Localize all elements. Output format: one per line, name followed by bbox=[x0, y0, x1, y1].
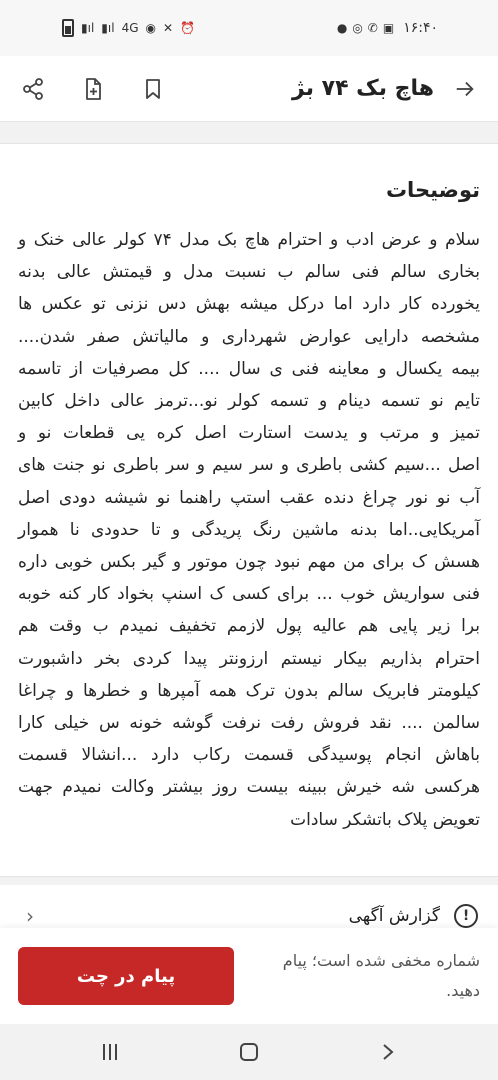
bookmark-button[interactable] bbox=[140, 76, 166, 102]
gallery-icon: ▣ bbox=[382, 21, 395, 35]
description-line: مشخصه دارایی عوارض شهرداری و مالیاتش صفر شدن.... bbox=[18, 326, 480, 347]
description-line: آمریکایی..اما بدنه ماشین رنگ پریدگی و تا حدودی نا هموار bbox=[18, 519, 480, 540]
signal-icon-2: ▮ıl bbox=[101, 21, 115, 35]
description-section bbox=[0, 144, 498, 876]
add-note-icon bbox=[81, 77, 105, 101]
section-divider bbox=[0, 876, 498, 885]
top-separator bbox=[0, 122, 498, 144]
status-bar bbox=[0, 0, 498, 56]
description-line: بیمه یکسال و معاینه فنی ی سال .... کل مصرفیات از تاسمه bbox=[18, 358, 480, 379]
notification-dot-icon: ● bbox=[336, 21, 348, 35]
description-line: هسش ک برای من مهم نبود چون موتور و گیر بکس خوبی داره bbox=[18, 552, 480, 573]
description-line: هرکسی شه خیرش ببینه بیست روز بیشتر وکالت نمیدم جهت bbox=[18, 777, 480, 798]
status-icons-right bbox=[337, 20, 438, 36]
alarm-icon: ⏰ bbox=[180, 21, 195, 35]
description-title: توضیحات bbox=[385, 178, 480, 202]
warning-icon: ! bbox=[454, 904, 478, 928]
app-bar bbox=[0, 56, 498, 122]
bottom-action-bar bbox=[0, 928, 498, 1024]
description-line: آب نو نور چراغ دنده عقب استپ راهنما نو شیشه دودی اصل bbox=[18, 487, 480, 508]
home-icon bbox=[240, 1043, 258, 1061]
share-button[interactable] bbox=[20, 76, 46, 102]
hotspot-icon: ◉ bbox=[145, 21, 156, 35]
share-icon bbox=[21, 77, 45, 101]
app-title-group bbox=[292, 76, 478, 102]
description-line: تایم نو تسمه دینام و تسمه کولر نو...ترمز عالی داخل کابین bbox=[18, 391, 480, 412]
whatsapp-icon: ✆ bbox=[367, 21, 378, 35]
app-bar-actions bbox=[20, 76, 166, 102]
recent-apps-button[interactable] bbox=[80, 1032, 140, 1072]
description-line: بخاری سالم فنی سالم ب نسبت مدل و قیمتش عالی بدنه bbox=[18, 262, 480, 283]
chevron-left-icon: ‹ bbox=[26, 904, 34, 928]
hidden-number-note: شماره مخفی شده است؛ پیام دهید. bbox=[282, 951, 480, 1000]
back-button[interactable] bbox=[452, 76, 478, 102]
description-line: کیلومتر فابریک سالم بدون ترک همه آمپرها و خطرها و چراغا bbox=[18, 680, 480, 701]
description-line: باهاش انجام پوسیدگی قسمت رکاب دارد ...انشالا قسمت bbox=[18, 745, 480, 766]
mute-icon: ✕ bbox=[162, 21, 174, 35]
battery-icon bbox=[62, 19, 74, 37]
back-nav-button[interactable] bbox=[358, 1032, 418, 1072]
description-line: تعویض پلاک باتشکر سادات bbox=[290, 809, 480, 830]
chat-button[interactable]: پیام در چت bbox=[18, 947, 234, 1005]
chevron-right-icon bbox=[380, 1042, 396, 1062]
system-nav-bar bbox=[0, 1024, 498, 1080]
network-type-label: 4G bbox=[121, 21, 139, 35]
signal-icon: ▮ıl bbox=[81, 21, 95, 35]
description-line: تمیز و مرتب و یدست استارت اصل کره یی قطعات نو و bbox=[18, 423, 480, 444]
description-line: احترام بذاریم بیکار نیستم ارزونتر پیدا کردی بخر داشبورت bbox=[18, 648, 480, 669]
report-ad-label-group bbox=[349, 904, 478, 928]
description-line: سلام و عرض ادب و احترام هاچ بک مدل ۷۴ کولر عالی خنک و bbox=[18, 230, 480, 250]
add-note-button[interactable] bbox=[80, 76, 106, 102]
arrow-right-icon bbox=[454, 78, 476, 100]
description-line: فنی سواریش خوب ... برای کسی ک اسنپ بخواد کار کنه خوبه bbox=[18, 584, 480, 605]
home-button[interactable] bbox=[219, 1032, 279, 1072]
description-text bbox=[18, 224, 480, 836]
description-line: یخورده کار دارد اما درکل میشه بهش دس نزنی تو عکس ها bbox=[18, 294, 480, 315]
page-title: هاچ بک ۷۴ بژ bbox=[292, 76, 434, 101]
recent-apps-icon bbox=[103, 1044, 117, 1060]
instagram-icon: ◎ bbox=[352, 21, 363, 35]
description-line: اصل ...سیم کشی باطری و سر سیم و سر باطری نو جنت های bbox=[18, 455, 480, 476]
bookmark-icon bbox=[141, 77, 165, 101]
description-line: سالمن .... نقد فروش رفت نرفت گوشه خونه س خیلی کارا bbox=[18, 713, 480, 734]
description-line: برا زیر پایی هم عالیه پول لازمم تخفیف نمیدم ب وقت هم bbox=[18, 616, 480, 637]
report-ad-label: گزارش آگهی bbox=[348, 906, 440, 926]
status-icons-left bbox=[62, 19, 195, 37]
clock: ۱۶:۴۰ bbox=[403, 20, 438, 36]
